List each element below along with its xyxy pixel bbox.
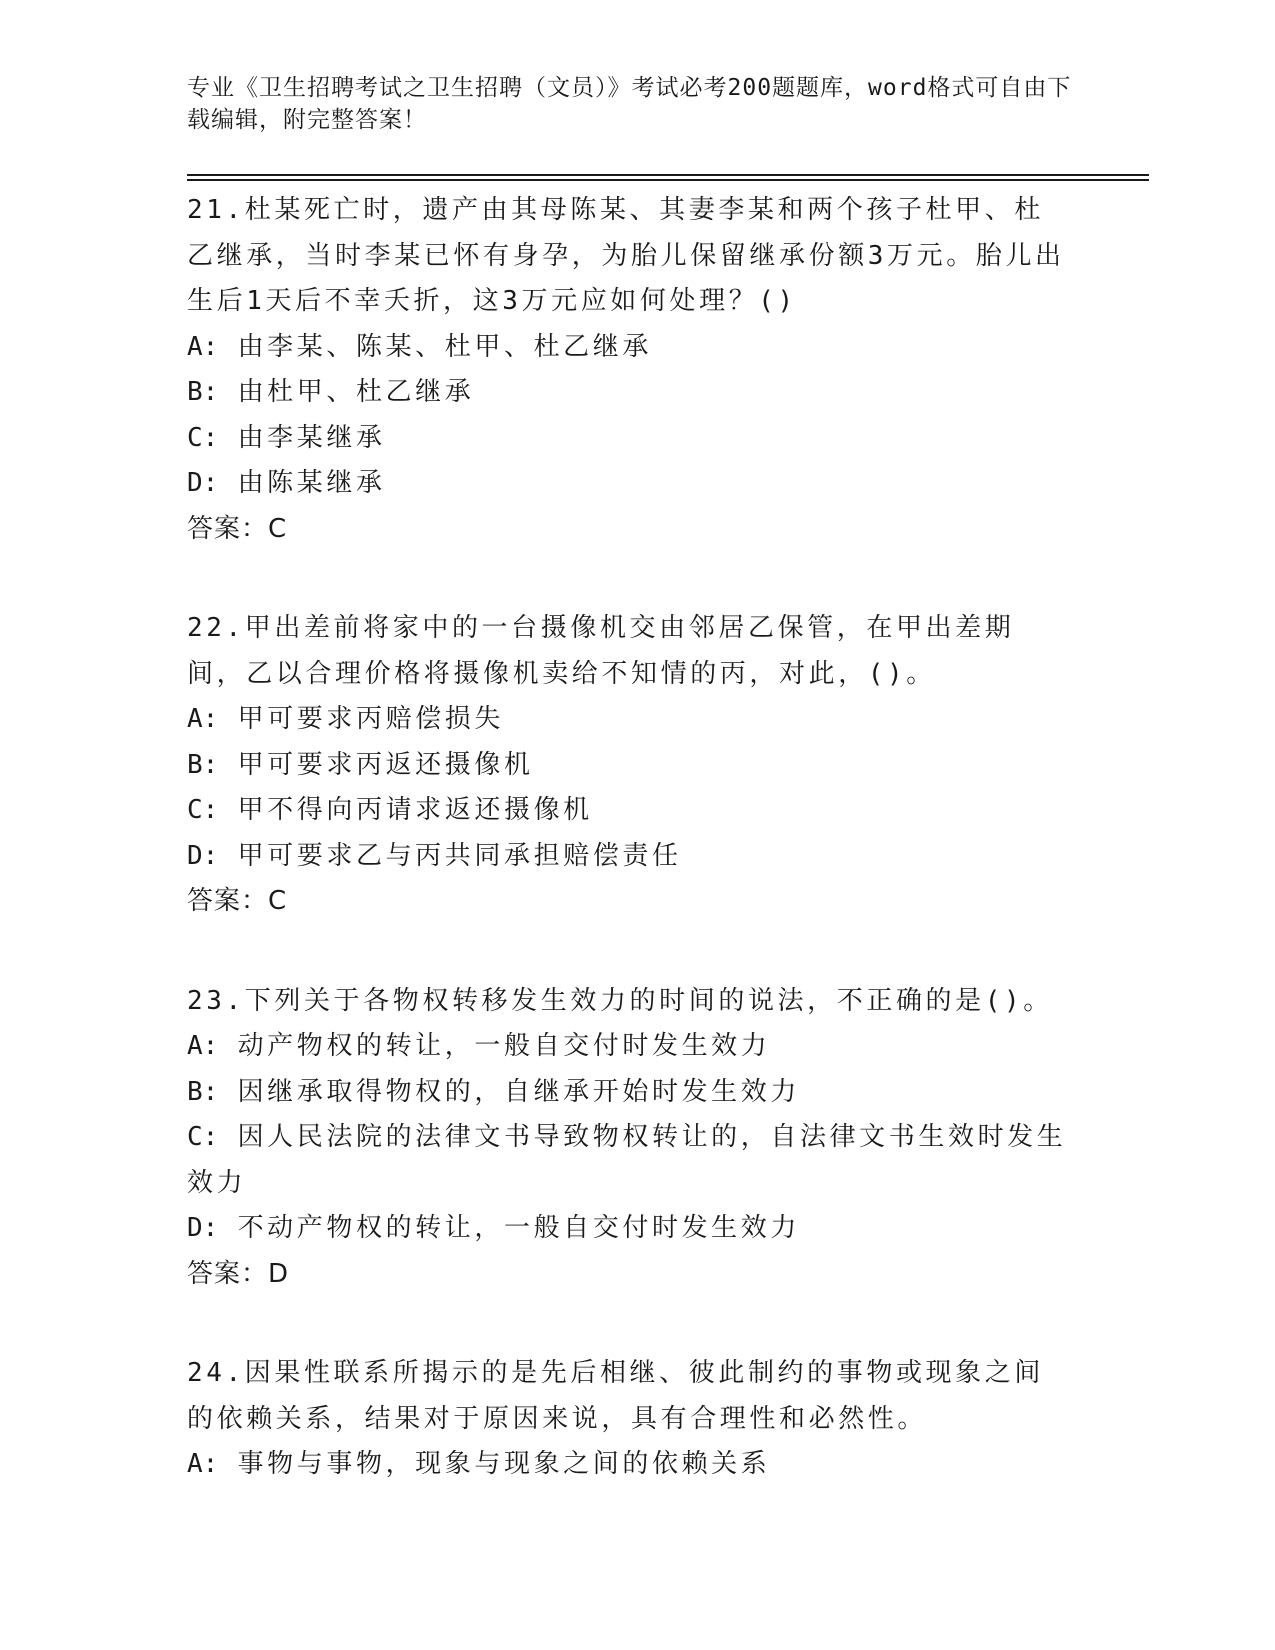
header-divider-top: [187, 174, 1149, 176]
option-key: B:: [187, 749, 219, 780]
question-stem: 21.杜某死亡时，遗产由其母陈某、其妻李某和两个孩子杜甲、杜乙继承，当时李某已怀有身孕，为胎儿保留继承份额3万元。胎儿出生后1天后不幸夭折，这3万元应如何处理？(): [187, 195, 1065, 316]
option-d: [187, 834, 1067, 880]
option-text: 由陈某继承: [237, 468, 386, 498]
option-d: [187, 1206, 1067, 1252]
option-text: 因人民法院的法律文书导致物权转让的，自法律文书生效时发生效力: [187, 1122, 1067, 1198]
option-b: [187, 370, 1067, 416]
option-text: 甲可要求乙与丙共同承担赔偿责任: [237, 840, 682, 871]
question-item: [187, 1351, 1067, 1488]
option-b: [187, 743, 1067, 789]
option-key: A:: [187, 704, 219, 734]
option-key: B:: [187, 377, 219, 407]
answer-line: 答案：D: [187, 1258, 290, 1289]
option-text: 事物与事物，现象与现象之间的依赖关系: [237, 1449, 771, 1479]
option-c: [187, 1115, 1067, 1206]
answer-line: 答案：C: [187, 886, 288, 916]
option-text: 动产物权的转让，一般自交付时发生效力: [237, 1031, 771, 1061]
option-a: [187, 697, 1067, 743]
option-key: C:: [187, 1122, 219, 1152]
option-key: C:: [187, 795, 219, 825]
option-text: 由杜甲、杜乙继承: [237, 377, 475, 407]
option-text: 因继承取得物权的，自继承开始时发生效力: [237, 1076, 800, 1107]
option-text: 不动产物权的转让，一般自交付时发生效力: [237, 1213, 800, 1243]
question-stem: 22.甲出差前将家中的一台摄像机交由邻居乙保管，在甲出差期间，乙以合理价格将摄像机卖给不知情的丙，对此，()。: [187, 613, 1015, 689]
question-item: [187, 606, 1067, 925]
option-c: [187, 416, 1067, 462]
option-text: 由李某、陈某、杜甲、杜乙继承: [237, 331, 652, 362]
option-text: 甲可要求丙赔偿损失: [237, 704, 504, 734]
option-text: 由李某继承: [237, 422, 386, 453]
option-key: A:: [187, 1449, 219, 1479]
option-c: [187, 788, 1067, 834]
option-key: C:: [187, 422, 219, 453]
question-stem: 24.因果性联系所揭示的是先后相继、彼此制约的事物或现象之间的依赖关系，结果对于原因来说，具有合理性和必然性。: [187, 1358, 1044, 1434]
question-list: [187, 188, 1067, 1542]
option-key: D:: [187, 468, 219, 498]
option-key: A:: [187, 1031, 219, 1061]
option-key: D:: [187, 1213, 219, 1243]
option-d: [187, 461, 1067, 507]
option-key: D:: [187, 840, 219, 871]
option-text: 甲可要求丙返还摄像机: [237, 749, 534, 780]
question-item: [187, 188, 1067, 552]
document-header: 专业《卫生招聘考试之卫生招聘（文员）》考试必考200题题库，word格式可自由下载编辑，附完整答案！: [187, 75, 1072, 133]
answer-line: 答案：C: [187, 513, 288, 544]
option-key: A:: [187, 331, 219, 362]
option-a: [187, 1024, 1067, 1070]
header-divider-bottom: [187, 179, 1149, 181]
option-text: 甲不得向丙请求返还摄像机: [237, 795, 593, 825]
option-a: [187, 1442, 1067, 1488]
option-a: [187, 325, 1067, 371]
option-key: B:: [187, 1076, 219, 1107]
option-b: [187, 1070, 1067, 1116]
question-stem: 23.下列关于各物权转移发生效力的时间的说法，不正确的是()。: [187, 985, 1053, 1016]
question-item: [187, 979, 1067, 1298]
